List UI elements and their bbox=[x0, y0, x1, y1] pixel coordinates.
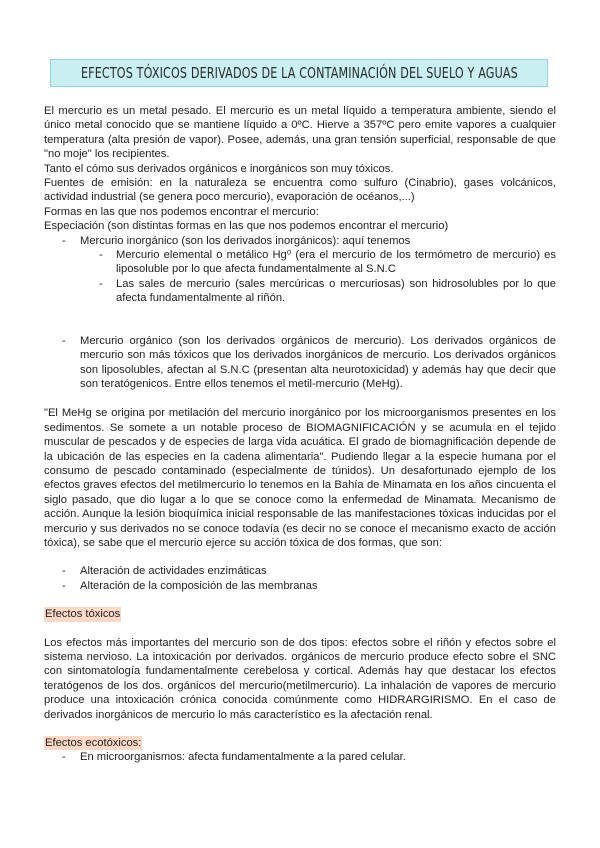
list-item-ecotoxic: - En microorganismos: afecta fundamentalmente a la pared celular. bbox=[44, 750, 556, 764]
document-body bbox=[44, 104, 556, 765]
spacer bbox=[44, 306, 556, 320]
list-item-inorganic: - Mercurio inorgánico (son los derivados inorgánicos): aquí tenemos bbox=[44, 234, 556, 248]
spacer bbox=[44, 550, 556, 564]
spacer bbox=[44, 593, 556, 607]
spacer bbox=[44, 622, 556, 636]
title-banner bbox=[50, 59, 548, 87]
page-title: EFECTOS TÓXICOS DERIVADOS DE LA CONTAMINACIÓN DEL SUELO Y AGUAS bbox=[80, 64, 518, 82]
quote-paragraph: "El MeHg se origina por metilación del mercurio inorgánico por los microorganismos presentes en los sedimentos. Se somete a un notable proceso de BIOMAGNIFICACIÓN y se acumula en el tejido muscular de pescados y de especies de larga vida acuática. El grado de biomagnificación depende de la ubicación de las especies en la cadena alimentaria". Pudiendo llegar a la especie humana por el consumo de pescado contaminado (especialmente de túnidos). Un desafortunado ejemplo de los efectos graves efectos del metilmercurio lo tenemos en la Bahía de Minamata en los años cincuenta el siglo pasado, que dio lugar a lo que se conoce como la enfermedad de Minamata. Mecanismo de acción. Aunque la lesión bioquímica inicial responsable de las manifestaciones tóxicas inducidas por el mercurio y sus derivados no se conoce todavía (es decir no se conoce el mecanismo exacto de acción tóxica), se sabe que el mercurio ejerce su acción tóxica de dos formas, que son: bbox=[44, 407, 556, 549]
list-item-mechanism: - Alteración de la composición de las membranas bbox=[44, 579, 556, 593]
list-item-salts: - Las sales de mercurio (sales mercúricas o mercuriosas) son hidrosolubles por lo que afecta fundamentalmente al riñón. bbox=[44, 277, 556, 306]
intro-forms: Formas en las que nos podemos encontrar el mercurio: bbox=[44, 205, 319, 218]
list-item-mechanism: - Alteración de actividades enzimáticas bbox=[44, 564, 556, 578]
intro-sources: Fuentes de emisión: en la naturaleza se encuentra como sulfuro (Cinabrio), gases volcánicos, actividad industrial (se genera poco mercurio), evaporación de océanos,...) bbox=[44, 177, 556, 204]
list-item-organic: - Mercurio orgánico (son los derivados orgánicos de mercurio). Los derivados orgánicos de mercurio son más tóxicos que los derivados inorgánicos de mercurio. Los derivados orgánicos son liposolubles, afectan al S.N.C (presentan alta neurotoxicidad) y además hay que decir que son teratógenicos. Entre ellos tenemos el metil-mercurio (MeHg). bbox=[44, 334, 556, 392]
intro-paragraph: El mercurio es un metal pesado. El mercurio es un metal líquido a temperatura ambiente, siendo el único metal conocido que se mantiene líquido a 0ºC. Hierve a 357ºC pero emite vapores a cualquier temperatura (alta presión de vapor). Posee, además, una gran tensión superficial, responsable de que "no moje" los recipientes. bbox=[44, 105, 556, 161]
spacer bbox=[44, 722, 556, 736]
spacer bbox=[44, 320, 556, 334]
toxic-paragraph: Los efectos más importantes del mercurio son de dos tipos: efectos sobre el riñón y efectos sobre el sistema nervioso. La intoxicación por derivados. orgánicos de mercurio produce efecto sobre el SNC con sintomatología fundamentalmente cerebelosa y cortical. Además hay que destacar los efectos teratógenos de los dos. orgánicos del mercurio(metilmercurio). La inhalación de vapores de mercurio produce una intoxicación crónica conocida comúnmente como HIDRARGIRISMO. En el caso de derivados inorgánicos de mercurio lo más característico es la afectación renal. bbox=[44, 636, 556, 721]
section-heading-ecotoxic: Efectos ecotóxicos: bbox=[45, 737, 142, 750]
intro-toxicity: Tanto el cómo sus derivados orgánicos e inorgánicos son muy tóxicos. bbox=[44, 162, 394, 175]
spacer bbox=[44, 391, 556, 406]
section-heading-toxic: Efectos tóxicos bbox=[45, 608, 121, 621]
intro-speciation: Especiación (son distintas formas en las que nos podemos encontrar el mercurio) bbox=[44, 220, 449, 233]
list-item-elemental: - Mercurio elemental o metálico Hg⁰ (era el mercurio de los termómetro de mercurio) es liposoluble por lo que afecta fundamentalmente al S.N.C bbox=[44, 248, 556, 277]
